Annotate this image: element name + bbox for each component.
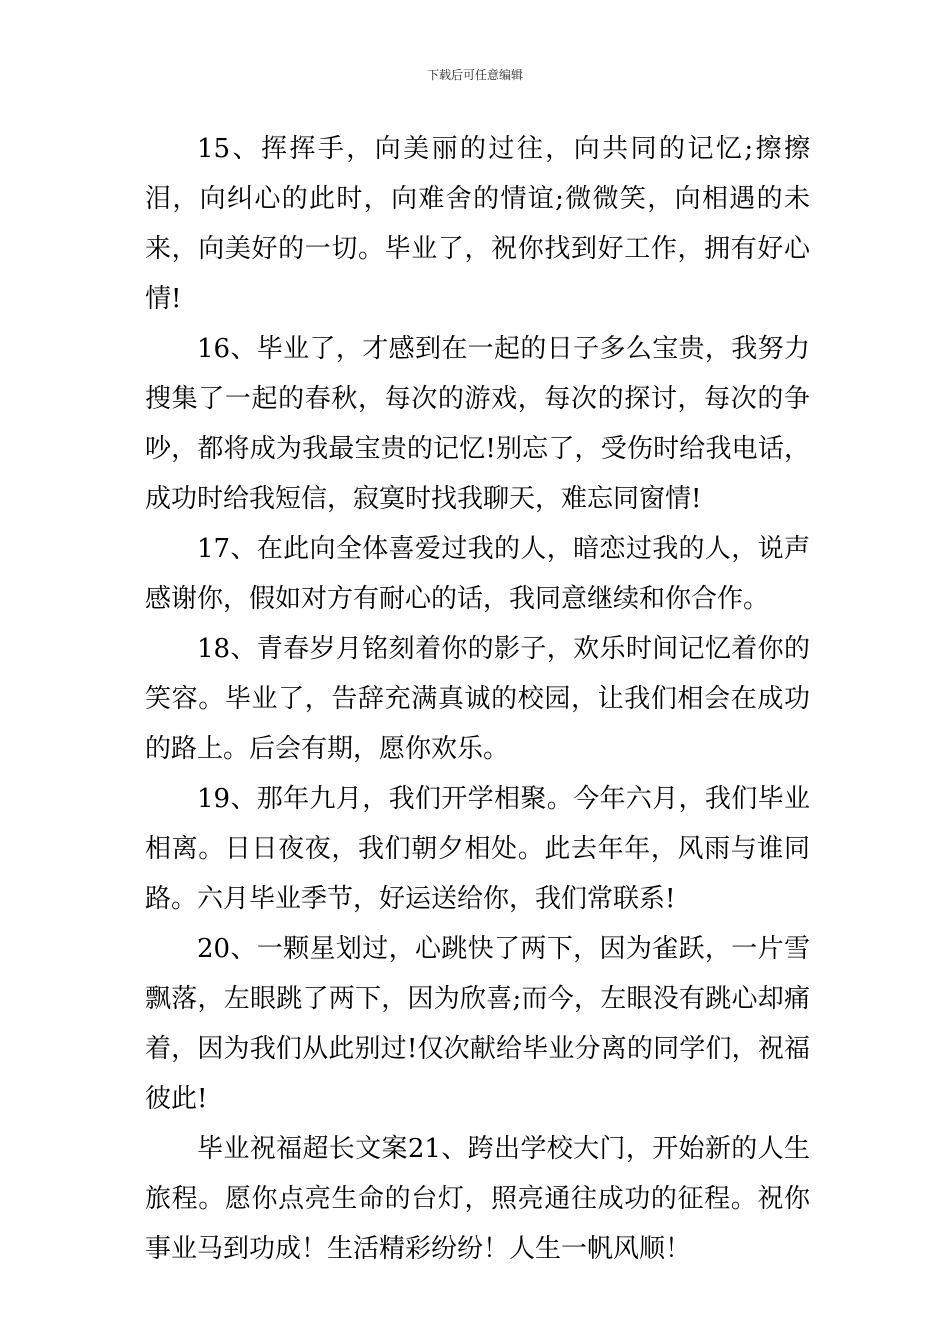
document-body: [145, 124, 810, 1274]
paragraph-15: 15、挥挥手，向美丽的过往，向共同的记忆;擦擦泪，向纠心的此时，向难舍的情谊;微微笑，向相遇的未来，向美好的一切。毕业了，祝你找到好工作，拥有好心情!: [145, 134, 810, 314]
paragraph-20: 20、一颗星划过，心跳快了两下，因为雀跃，一片雪飘落，左眼跳了两下，因为欣喜;而今，左眼没有跳心却痛着，因为我们从此别过!仅次献给毕业分离的同学们，祝福彼此!: [145, 934, 810, 1114]
paragraph-16: 16、毕业了，才感到在一起的日子多么宝贵，我努力搜集了一起的春秋，每次的游戏，每次的探讨，每次的争吵，都将成为我最宝贵的记忆!别忘了，受伤时给我电话，成功时给我短信，寂寞时找我聊天，难忘同窗情!: [145, 334, 810, 514]
paragraph-21: 毕业祝福超长文案21、跨出学校大门，开始新的人生旅程。愿你点亮生命的台灯，照亮通往成功的征程。祝你事业马到功成！生活精彩纷纷！人生一帆风顺！: [145, 1134, 810, 1264]
paragraph-19: 19、那年九月，我们开学相聚。今年六月，我们毕业相离。日日夜夜，我们朝夕相处。此去年年，风雨与谁同路。六月毕业季节，好运送给你，我们常联系!: [145, 784, 810, 914]
page-header-note: 下载后可任意编辑: [426, 68, 523, 82]
paragraph-17: 17、在此向全体喜爱过我的人，暗恋过我的人，说声感谢你，假如对方有耐心的话，我同意继续和你合作。: [145, 534, 810, 614]
paragraph-18: 18、青春岁月铭刻着你的影子，欢乐时间记忆着你的笑容。毕业了，告辞充满真诚的校园，让我们相会在成功的路上。后会有期，愿你欢乐。: [145, 634, 810, 764]
